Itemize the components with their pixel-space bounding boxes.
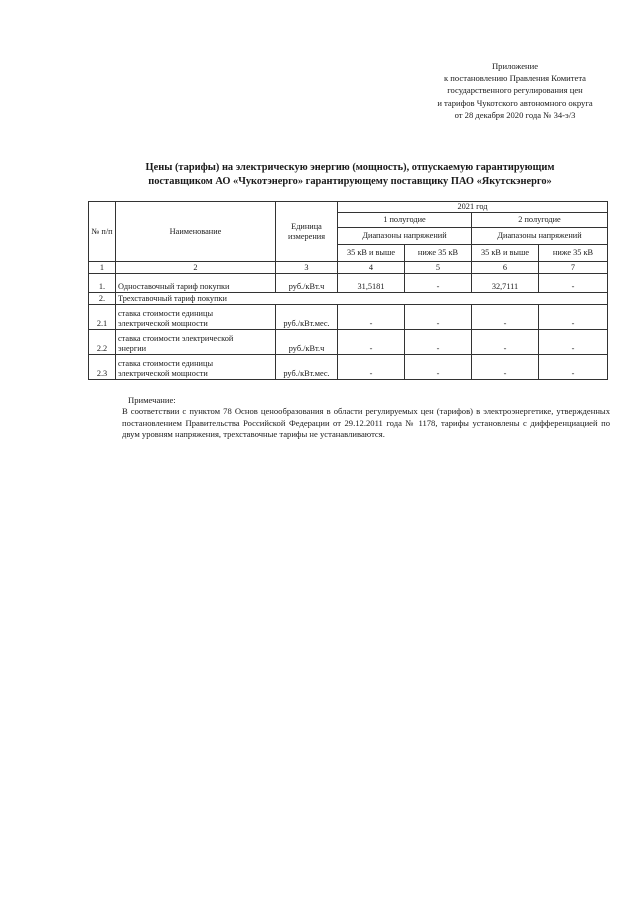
row-name [116, 305, 276, 330]
header-col-a: 35 кВ и выше [338, 245, 405, 262]
title-line-2: поставщиком АО «Чукотэнерго» гарантирующему поставщику ПАО «Якутскэнерго» [148, 175, 552, 187]
header-voltage-ranges: Диапазоны напряжений [338, 228, 472, 245]
appendix-line: от 28 декабря 2020 года № 34-э/3 [454, 109, 576, 120]
row-value: - [472, 355, 539, 380]
column-number-row [89, 262, 608, 274]
header-col-d: ниже 35 кВ [539, 245, 608, 262]
header-half-1: 1 полугодие [338, 213, 472, 228]
row-name-line: ставка стоимости единицы [118, 309, 214, 318]
column-number: 3 [276, 262, 338, 274]
header-name: Наименование [116, 202, 276, 262]
row-name-line: ставка стоимости электрической [118, 334, 234, 343]
appendix-line: к постановлению Правления Комитета [443, 73, 586, 84]
column-number: 4 [338, 262, 405, 274]
appendix-line: государственного регулирования цен [447, 85, 583, 96]
row-value: - [472, 330, 539, 355]
row-num: 2.3 [89, 355, 116, 380]
row-value: - [539, 305, 608, 330]
header-year: 2021 год [338, 202, 608, 213]
appendix-line: Приложение [491, 61, 539, 71]
row-num: 2. [89, 293, 116, 305]
column-number: 2 [116, 262, 276, 274]
header-voltage-ranges: Диапазоны напряжений [472, 228, 608, 245]
row-unit: руб./кВт.ч [276, 330, 338, 355]
table-row [89, 355, 608, 380]
header-num: № п/п [89, 202, 116, 262]
column-number: 7 [539, 262, 608, 274]
table-row [89, 305, 608, 330]
row-value: - [338, 330, 405, 355]
row-name-line: ставка стоимости единицы [118, 359, 214, 368]
row-value: 32,7111 [472, 274, 539, 293]
tariff-table [88, 201, 608, 380]
row-value: - [338, 355, 405, 380]
header-unit: Единица измерения [276, 202, 338, 262]
row-value: - [539, 274, 608, 293]
table-row [89, 330, 608, 355]
row-value: - [405, 274, 472, 293]
document-title [100, 161, 600, 188]
row-unit: руб./кВт.ч [276, 274, 338, 293]
row-name: Одноставочный тариф покупки [116, 274, 276, 293]
row-name [116, 355, 276, 380]
row-name: Трехставочный тариф покупки [116, 293, 608, 305]
row-unit: руб./кВт.мес. [276, 355, 338, 380]
row-value: - [405, 355, 472, 380]
table-row [89, 293, 608, 305]
header-col-b: ниже 35 кВ [405, 245, 472, 262]
row-num: 2.2 [89, 330, 116, 355]
row-name-line: энергии [118, 344, 147, 353]
column-number: 6 [472, 262, 539, 274]
row-value: - [472, 305, 539, 330]
row-value: - [405, 305, 472, 330]
row-value: - [338, 305, 405, 330]
header-col-c: 35 кВ и выше [472, 245, 539, 262]
row-num: 1. [89, 274, 116, 293]
header-half-2: 2 полугодие [472, 213, 608, 228]
note-text: В соответствии с пунктом 78 Основ ценообразования в области регулируемых цен (тарифов) в электроэнергетике, утвержденных постановлением Правительства Российской Федерации от 29.12.2011 года № 1178, тарифы установлены с дифференциацией по двум уровням напряжения, трехставочные тарифы не устанавливаются. [122, 406, 610, 440]
row-unit: руб./кВт.мес. [276, 305, 338, 330]
appendix-block [390, 60, 640, 121]
row-name [116, 330, 276, 355]
note-title: Примечание: [128, 395, 176, 405]
row-num: 2.1 [89, 305, 116, 330]
row-value: - [539, 330, 608, 355]
column-number: 1 [89, 262, 116, 274]
row-value: 31,5181 [338, 274, 405, 293]
title-line-1: Цены (тарифы) на электрическую энергию (мощность), отпускаемую гарантирующим [145, 162, 555, 173]
row-value: - [405, 330, 472, 355]
row-value: - [539, 355, 608, 380]
column-number: 5 [405, 262, 472, 274]
table-row [89, 274, 608, 293]
appendix-line: и тарифов Чукотского автономного округа [437, 97, 593, 108]
row-name-line: электрической мощности [118, 369, 208, 378]
row-name-line: электрической мощности [118, 319, 208, 328]
